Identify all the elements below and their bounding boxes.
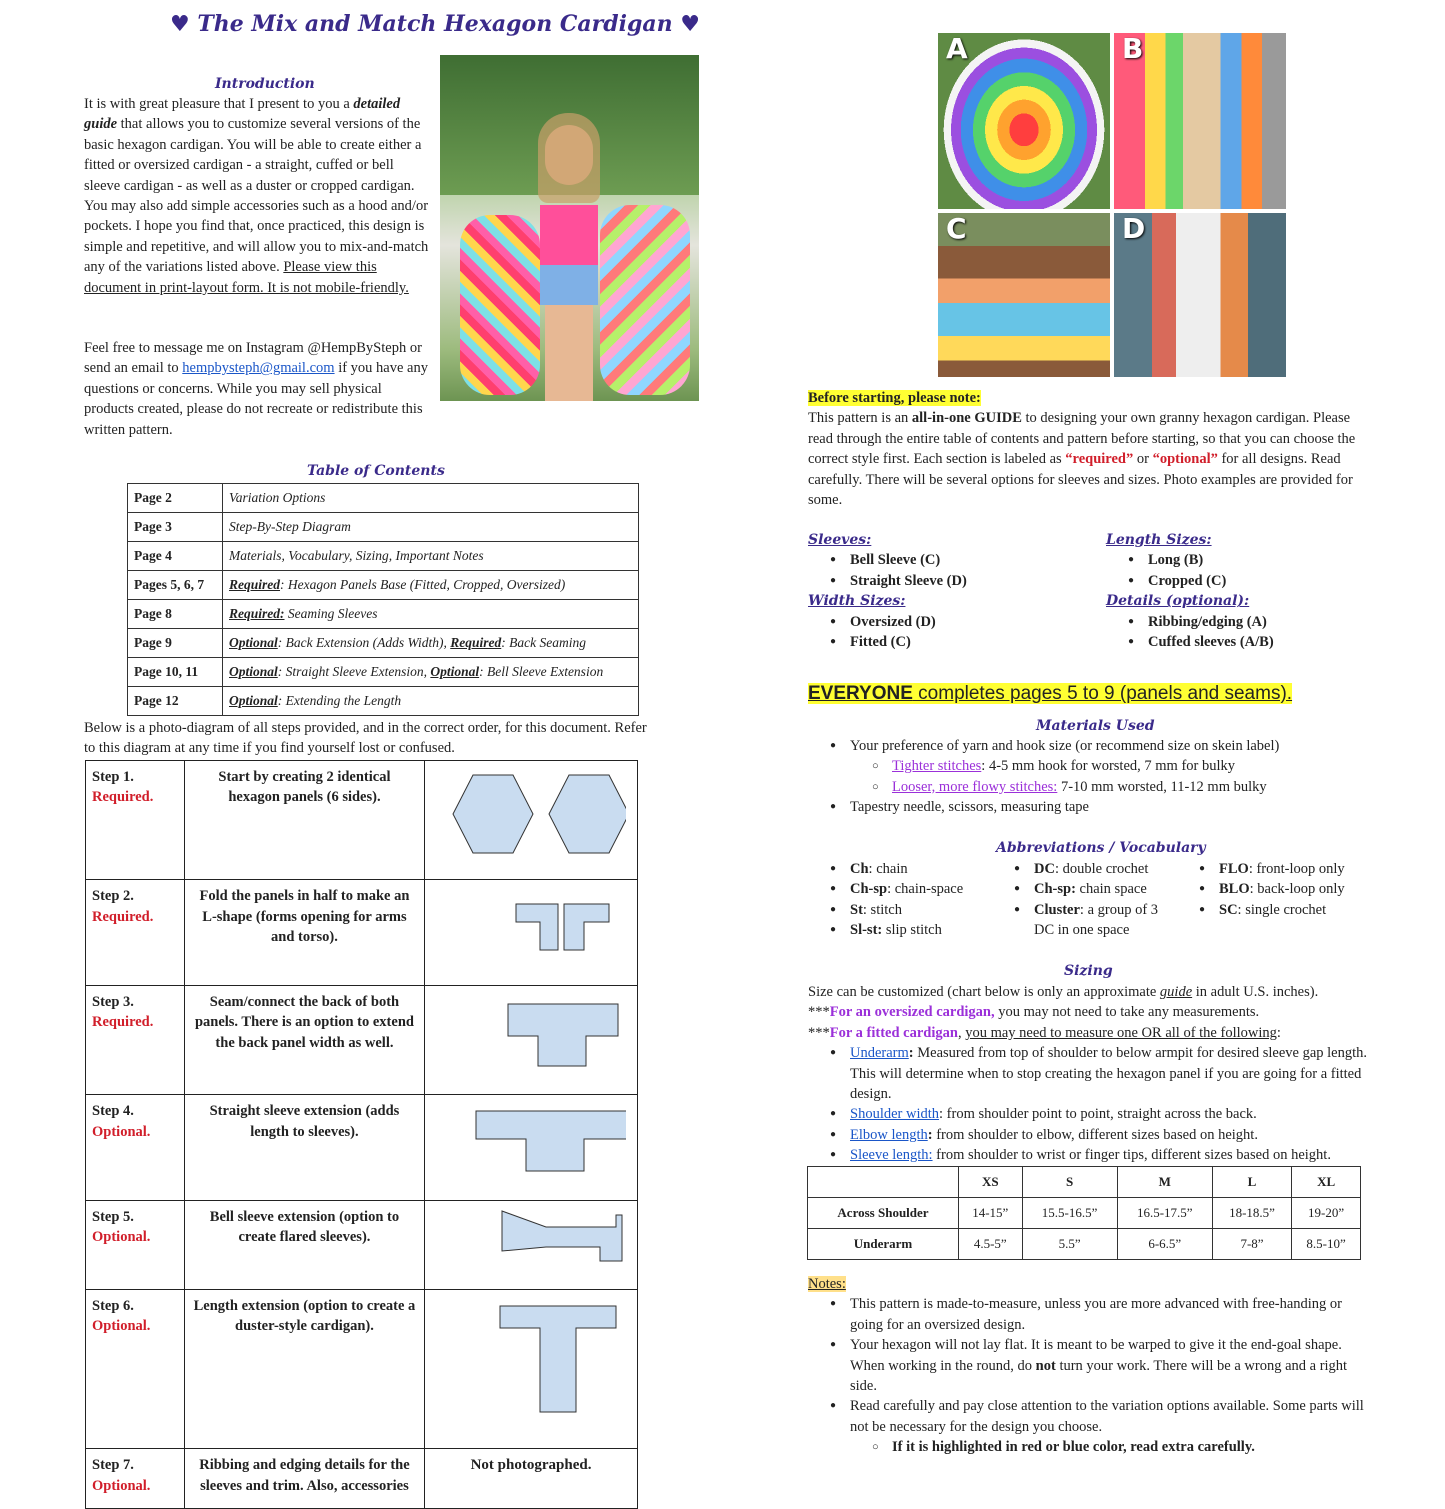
materials-subitem: ○ Looser, more flowy stitches: 7-10 mm worsted, 11-12 mm bulky xyxy=(808,777,1360,797)
measurement-item: ● Elbow length: from shoulder to elbow, different sizes based on height. xyxy=(808,1125,1368,1145)
abbr-item: ● Sl-st: slip stitch xyxy=(808,920,998,940)
note-subitem: ○ If it is highlighted in red or blue color, read extra carefully. xyxy=(808,1437,1364,1457)
details-heading: Details (optional): xyxy=(1106,593,1250,610)
example-photo-a: A xyxy=(938,33,1110,209)
measurement-item: ● Underarm: Measured from top of shoulder to below armpit for desired sleeve gap length. This will determine when to stop creating the hexagon panel if you are going for a fitted design. xyxy=(808,1043,1368,1104)
toc-row: Page 8 Required: Seaming Sleeves xyxy=(128,600,639,629)
length-heading: Length Sizes: xyxy=(1106,532,1212,548)
sleeves-heading: Sleeves: xyxy=(808,532,872,548)
step-row: Step 3. Required. Seam/connect the back of both panels. There is an option to extend the back panel width as well. xyxy=(86,985,638,1094)
materials-heading: Materials Used xyxy=(1036,718,1155,734)
length-extension-diagram xyxy=(436,1296,626,1436)
step-row: Step 1. Required. Start by creating 2 identical hexagon panels (6 sides). xyxy=(86,761,638,880)
bell-sleeve-diagram xyxy=(436,1207,626,1277)
notes-heading: Notes: xyxy=(808,1276,846,1292)
sizing-heading: Sizing xyxy=(1064,963,1113,979)
abbr-item: ● Cluster: a group of 3 DC in one space xyxy=(992,900,1178,941)
note-item: ● Read carefully and pay close attention to the variation options available. Some parts will not be necessary for the design you choose. xyxy=(808,1396,1364,1437)
step-row: Step 6. Optional. Length extension (option to create a duster-style cardigan). xyxy=(86,1290,638,1449)
length-option: ● Cropped (C) xyxy=(1106,571,1360,591)
details-option: ● Cuffed sleeves (A/B) xyxy=(1106,632,1360,652)
toc-row: Page 12 Optional: Extending the Length xyxy=(128,687,639,716)
measurement-item: ● Shoulder width: from shoulder point to point, straight across the back. xyxy=(808,1104,1368,1124)
sleeve-option: ● Bell Sleeve (C) xyxy=(808,550,1098,570)
abbreviations-list xyxy=(808,859,1368,943)
hexagon-panels-diagram xyxy=(436,767,626,867)
steps-diagram-table xyxy=(85,760,638,1509)
cardigan-hero-photo xyxy=(440,55,699,401)
note-item: ● This pattern is made-to-measure, unless you are more advanced with free-handing or going for an oversized design. xyxy=(808,1294,1364,1335)
toc-row: Page 2 Variation Options xyxy=(128,484,639,513)
step-row: Step 7. Optional. Ribbing and edging details for the sleeves and trim. Also, accessories Not photographed. xyxy=(86,1449,638,1509)
materials-item: ● Tapestry needle, scissors, measuring tape xyxy=(808,797,1360,817)
variation-options xyxy=(808,530,1360,660)
abbr-item: ● DC: double crochet xyxy=(992,859,1178,879)
diagram-intro: Below is a photo-diagram of all steps provided, and in the correct order, for this document. Refer to this diagram at any time if you find yourself lost or confused. xyxy=(84,720,647,757)
example-photo-d: D xyxy=(1114,213,1286,377)
toc-row: Page 10, 11 Optional: Straight Sleeve Extension, Optional: Bell Sleeve Extension xyxy=(128,658,639,687)
toc-heading: Table of Contents xyxy=(307,463,445,479)
example-photo-c: C xyxy=(938,213,1110,377)
before-starting-note: Before starting, please note: This pattern is an all-in-one GUIDE to designing your own granny hexagon cardigan. Please read through the entire table of contents and pattern before starting, so that you can choose the correct style first. Each section is labeled as “required” or “optional” for all designs. Read carefully. There will be several options for sleeves and sizes. Photo examples are provided for some. xyxy=(808,390,1356,509)
measurement-item: ● Sleeve length: from shoulder to wrist or finger tips, different sizes based on height. xyxy=(808,1145,1368,1165)
email-link[interactable]: hempbysteph@gmail.com xyxy=(182,360,335,377)
length-option: ● Long (B) xyxy=(1106,550,1360,570)
toc-row: Page 4 Materials, Vocabulary, Sizing, Important Notes xyxy=(128,542,639,571)
abbr-item: ● Ch-sp: chain-space xyxy=(808,879,998,899)
document-title: ♥ The Mix and Match Hexagon Cardigan ♥ xyxy=(170,11,700,37)
size-chart xyxy=(807,1166,1361,1260)
example-photo-b: B xyxy=(1114,33,1286,209)
size-chart-row: Underarm 4.5-5” 5.5” 6-6.5” 7-8” 8.5-10” xyxy=(808,1229,1361,1260)
straight-sleeve-diagram xyxy=(436,1101,626,1187)
materials-subitem: ○ Tighter stitches: 4-5 mm hook for worsted, 7 mm for bulky xyxy=(808,756,1360,776)
size-chart-header: XS S M L XL xyxy=(808,1167,1361,1198)
notes-section xyxy=(808,1274,1364,1458)
abbr-item: ● BLO: back-loop only xyxy=(1177,879,1368,899)
abbr-item: ● FLO: front-loop only xyxy=(1177,859,1368,879)
sleeve-option: ● Straight Sleeve (D) xyxy=(808,571,1098,591)
toc-row: Page 9 Optional: Back Extension (Adds Width), Required: Back Seaming xyxy=(128,629,639,658)
step-row: Step 2. Required. Fold the panels in half to make an L-shape (forms opening for arms and torso). xyxy=(86,880,638,985)
seamed-back-diagram xyxy=(436,992,626,1082)
width-option: ● Fitted (C) xyxy=(808,632,1098,652)
toc-row: Page 3 Step-By-Step Diagram xyxy=(128,513,639,542)
intro-heading: Introduction xyxy=(215,76,315,92)
step-row: Step 4. Optional. Straight sleeve extension (adds length to sleeves). xyxy=(86,1095,638,1200)
materials-item: ● Your preference of yarn and hook size (or recommend size on skein label) xyxy=(808,736,1360,756)
toc-row: Pages 5, 6, 7 Required: Hexagon Panels Base (Fitted, Cropped, Oversized) xyxy=(128,571,639,600)
intro-contact-paragraph: Feel free to message me on Instagram @HempBySteph or send an email to hempbysteph@gmail.com if you have any questions or concerns. While you may sell physical products created, please do not recreate or redistribute this written pattern. xyxy=(84,340,428,438)
note-item: ● Your hexagon will not lay flat. It is meant to be warped to give it the end-goal shape. When working in the round, do not turn your work. There will be a wrong and a right side. xyxy=(808,1335,1364,1396)
width-option: ● Oversized (D) xyxy=(808,612,1098,632)
size-chart-row: Across Shoulder 14-15” 15.5-16.5” 16.5-17.5” 18-18.5” 19-20” xyxy=(808,1198,1361,1229)
sizing-text: Size can be customized (chart below is only an approximate guide in adult U.S. inches). ***For an oversized cardigan, you may not need to take any measurements. ***For a fitted cardigan, you may need to measure one OR all of the following: ● Underarm: Measured from top of shoulder to below armpit for desired sleeve gap length. This will determine when to stop creating the hexagon panel if you are going for a fitted design. ● Shoulder width: from shoulder point to point, straight across the back. ● Elbow length: from shoulder to elbow, different sizes based on height. ● Sleeve length: from shoulder to wrist or finger tips, different sizes based on height. xyxy=(808,982,1368,1166)
abbreviations-heading: Abbreviations / Vocabulary xyxy=(996,840,1206,856)
table-of-contents xyxy=(127,483,639,716)
abbr-item: ● Ch-sp: chain space xyxy=(992,879,1178,899)
step-row: Step 5. Optional. Bell sleeve extension (option to create flared sleeves). xyxy=(86,1200,638,1289)
abbr-item: ● St: stitch xyxy=(808,900,998,920)
abbr-item: ● Ch: chain xyxy=(808,859,998,879)
abbr-item: ● SC: single crochet xyxy=(1177,900,1368,920)
width-heading: Width Sizes: xyxy=(808,593,906,610)
l-shape-diagram xyxy=(436,886,626,972)
materials-list xyxy=(808,736,1360,818)
details-option: ● Ribbing/edging (A) xyxy=(1106,612,1360,632)
everyone-banner: EVERYONE completes pages 5 to 9 (panels and seams). xyxy=(808,683,1293,704)
intro-paragraph: It is with great pleasure that I present to you a detailed guide that allows you to customize several versions of the basic hexagon cardigan. You will be able to create either a fitted or oversized cardigan - a straight, cuffed or bell sleeve cardigan - as well as a duster or cropped cardigan. You may also add simple accessories such as a hood and/or pockets. I hope you find that, once practiced, this design is simple and repetitive, and will allow you to mix-and-match any of the variations listed above. Please view this document in print-layout form. It is not mobile-friendly. xyxy=(84,96,429,296)
